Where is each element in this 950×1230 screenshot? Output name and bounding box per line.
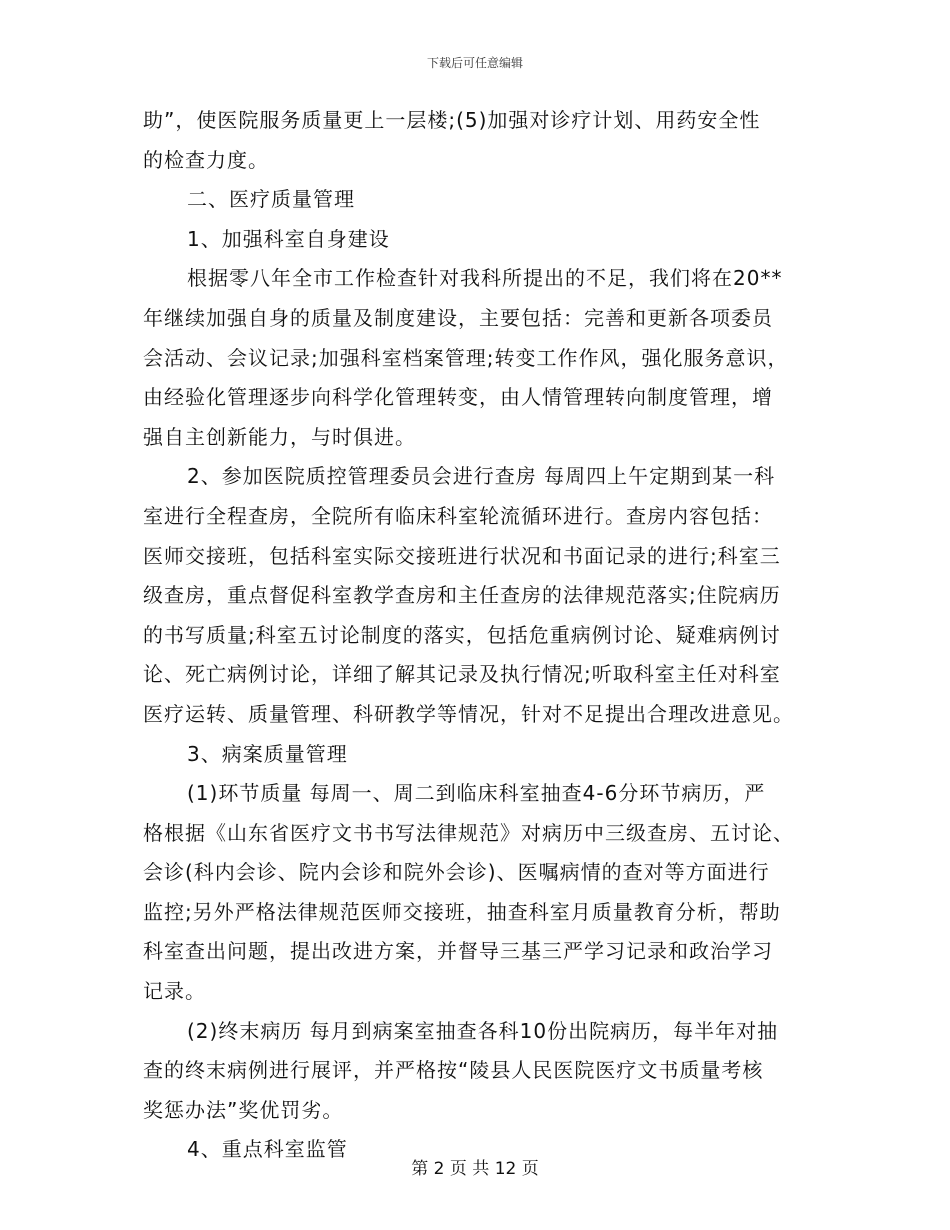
text-line: 记录。 bbox=[143, 979, 206, 1004]
page-header: 下载后可任意编辑 bbox=[426, 56, 523, 70]
text-line: 1、加强科室自身建设 bbox=[187, 226, 390, 251]
text-line: 二、医疗质量管理 bbox=[187, 187, 355, 212]
text-line: 医师交接班，包括科室实际交接班进行状况和书面记录的进行;科室三 bbox=[143, 543, 781, 568]
text-line: 由经验化管理逐步向科学化管理转变，由人情管理转向制度管理，增 bbox=[143, 385, 773, 410]
text-line: 级查房，重点督促科室教学查房和主任查房的法律规范落实;住院病历 bbox=[143, 583, 781, 608]
text-line: 监控;另外严格法律规范医师交接班，抽查科室月质量教育分析，帮助 bbox=[143, 899, 781, 924]
text-line: (2)终末病历 每月到病案室抽查各科10份出院病历，每半年对抽 bbox=[187, 1018, 779, 1043]
text-line: 科室查出问题，提出改进方案，并督导三基三严学习记录和政治学习 bbox=[143, 939, 773, 964]
text-line: 4、重点科室监管 bbox=[187, 1137, 348, 1162]
text-line: 2、参加医院质控管理委员会进行查房 每周四上午定期到某一科 bbox=[187, 464, 776, 489]
text-line: 奖惩办法”奖优罚劣。 bbox=[143, 1097, 344, 1122]
text-line: 查的终末病例进行展评，并严格按“陵县人民医院医疗文书质量考核 bbox=[143, 1058, 764, 1083]
page-footer: 第 2 页 共 12 页 bbox=[411, 1159, 539, 1179]
document-body bbox=[143, 101, 818, 1170]
text-line: 根据零八年全市工作检查针对我科所提出的不足，我们将在20** bbox=[187, 266, 783, 291]
text-line: 会活动、会议记录;加强科室档案管理;转变工作作风，强化服务意识， bbox=[143, 345, 789, 370]
text-line: 年继续加强自身的质量及制度建设，主要包括：完善和更新各项委员 bbox=[143, 305, 773, 330]
text-line: (1)环节质量 每周一、周二到临床科室抽查4-6分环节病历，严 bbox=[187, 781, 766, 806]
text-line: 的书写质量;科室五讨论制度的落实，包括危重病例讨论、疑难病例讨 bbox=[143, 622, 781, 647]
text-line: 论、死亡病例讨论，详细了解其记录及执行情况;听取科室主任对科室 bbox=[143, 662, 781, 687]
text-line: 医疗运转、质量管理、科研教学等情况，针对不足提出合理改进意见。 bbox=[143, 701, 794, 726]
text-line: 助”，使医院服务质量更上一层楼;(5)加强对诊疗计划、用药安全性 bbox=[143, 108, 761, 132]
text-line: 格根据《山东省医疗文书书写法律规范》对病历中三级查房、五讨论、 bbox=[143, 820, 794, 845]
text-line: 室进行全程查房，全院所有临床科室轮流循环进行。查房内容包括： bbox=[143, 503, 773, 528]
text-line: 会诊(科内会诊、院内会诊和院外会诊)、医嘱病情的查对等方面进行 bbox=[143, 860, 770, 885]
text-line: 3、病案质量管理 bbox=[187, 741, 348, 766]
text-line: 的检查力度。 bbox=[143, 147, 269, 172]
text-line: 强自主创新能力，与时俱进。 bbox=[143, 424, 416, 449]
